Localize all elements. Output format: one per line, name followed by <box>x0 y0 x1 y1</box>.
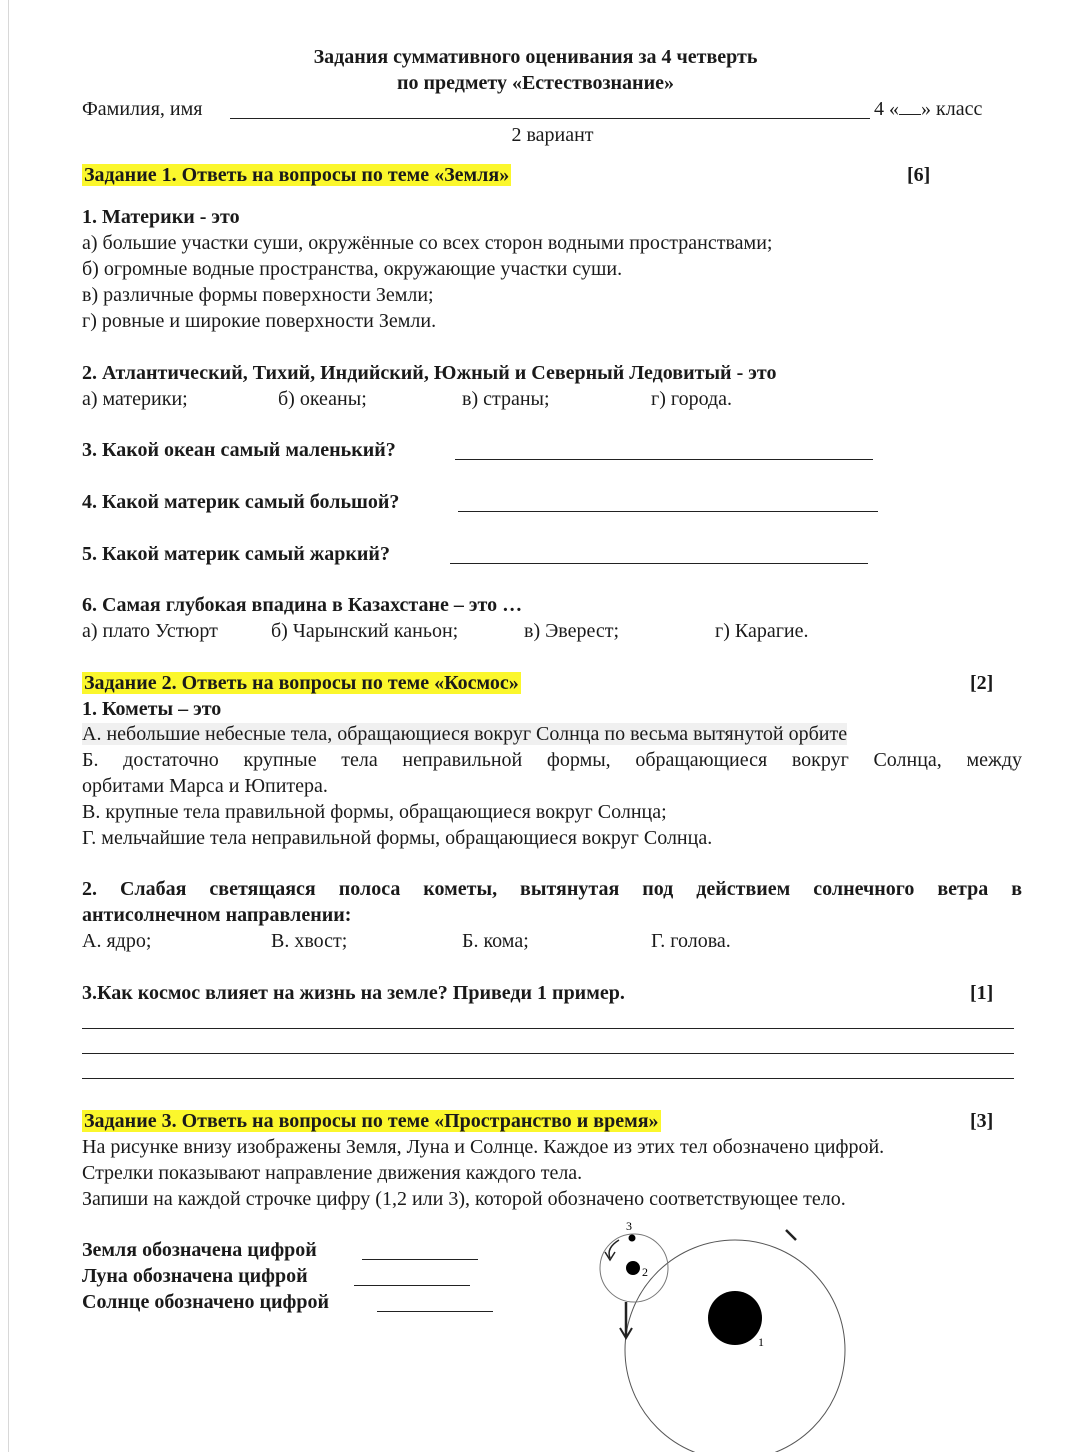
name-label: Фамилия, имя <box>82 98 203 120</box>
sun-label: Солнце обозначено цифрой <box>82 1291 330 1313</box>
sun-body <box>708 1291 762 1345</box>
t2-q2-option-4: Г. голова. <box>651 930 731 952</box>
task3-points: [3] <box>970 1110 994 1132</box>
t1-q1-option-b: б) огромные водные пространства, окружающие участки суши. <box>82 258 623 280</box>
task1-heading: Задание 1. Ответь на вопросы по теме «Земля» <box>84 164 510 186</box>
title-line-2: по предмету «Естествознание» <box>397 72 674 94</box>
t1-q2-question: 2. Атлантический, Тихий, Индийский, Южный и Северный Ледовитый - это <box>82 362 777 384</box>
t1-q6-option-a: а) плато Устюрт <box>82 620 218 642</box>
t1-q5-question: 5. Какой материк самый жаркий? <box>82 543 390 565</box>
name-input-line[interactable] <box>230 118 870 119</box>
moon-body <box>629 1235 636 1242</box>
t1-q5-answer-line[interactable] <box>450 563 868 564</box>
earth-orbit-arrow-top <box>786 1230 796 1240</box>
t1-q6-option-b: б) Чарынский каньон; <box>271 620 459 642</box>
sun-answer-line[interactable] <box>377 1311 493 1312</box>
earth-body <box>626 1261 640 1275</box>
t2-q2-option-2: В. хвост; <box>271 930 348 952</box>
sun-number: 1 <box>758 1335 764 1349</box>
t1-q6-option-d: г) Карагие. <box>715 620 809 642</box>
task3-text-line-1: На рисунке внизу изображены Земля, Луна и Солнце. Каждое из этих тел обозначено цифрой. <box>82 1136 885 1158</box>
t1-q2-option-a: а) материки; <box>82 388 188 410</box>
t1-q4-answer-line[interactable] <box>458 511 878 512</box>
task1-points: [6] <box>907 164 931 186</box>
t1-q3-answer-line[interactable] <box>455 459 873 460</box>
t2-q3-answer-line-1[interactable] <box>82 1028 1014 1029</box>
t1-q6-option-c: в) Эверест; <box>524 620 620 642</box>
task3-heading: Задание 3. Ответь на вопросы по теме «Пространство и время» <box>84 1110 659 1132</box>
t2-q3-question: 3.Как космос влияет на жизнь на земле? Приведи 1 пример. <box>82 982 625 1004</box>
t1-q4-question: 4. Какой материк самый большой? <box>82 491 400 513</box>
t2-q1-option-a: А. небольшие небесные тела, обращающиеся вокруг Солнца по весьма вытянутой орбите <box>82 723 848 745</box>
orbit-diagram <box>590 1210 890 1452</box>
t1-q2-option-c: в) страны; <box>462 388 550 410</box>
t2-q1-option-c: В. крупные тела правильной формы, обращающиеся вокруг Солнца; <box>82 801 667 823</box>
t2-q2-question-line1: 2. Слабая светящаяся полоса кометы, вытянутая под действием солнечного ветра в <box>82 878 1022 900</box>
t1-q3-question: 3. Какой океан самый маленький? <box>82 439 396 461</box>
t1-q2-option-b: б) океаны; <box>278 388 367 410</box>
task2-heading: Задание 2. Ответь на вопросы по теме «Космос» <box>84 672 519 694</box>
moon-label: Луна обозначена цифрой <box>82 1265 308 1287</box>
earth-label: Земля обозначена цифрой <box>82 1239 317 1261</box>
t2-q3-points: [1] <box>970 982 994 1004</box>
t2-q1-option-d: Г. мельчайшие тела неправильной формы, обращающиеся вокруг Солнца. <box>82 827 713 849</box>
moon-answer-line[interactable] <box>354 1285 470 1286</box>
earth-number: 2 <box>642 1265 648 1279</box>
earth-orbit <box>625 1240 845 1452</box>
earth-answer-line[interactable] <box>362 1259 478 1260</box>
t1-q1-option-d: г) ровные и широкие поверхности Земли. <box>82 310 437 332</box>
class-input-line[interactable] <box>899 96 921 115</box>
task3-text-line-3: Запиши на каждой строчке цифру (1,2 или 3), которой обозначено соответствующее тело. <box>82 1188 846 1210</box>
t2-q2-option-3: Б. кома; <box>462 930 529 952</box>
t1-q1-option-c: в) различные формы поверхности Земли; <box>82 284 434 306</box>
t2-q3-answer-line-2[interactable] <box>82 1053 1014 1054</box>
t2-q1-option-b-line2: орбитами Марса и Юпитера. <box>82 775 328 797</box>
t1-q6-question: 6. Самая глубокая впадина в Казахстане – это … <box>82 594 523 616</box>
task2-points: [2] <box>970 672 994 694</box>
t2-q1-option-b-line1: Б. достаточно крупные тела неправильной формы, обращающиеся вокруг Солнца, между <box>82 749 1022 771</box>
variant-label: 2 вариант <box>511 124 594 146</box>
t2-q2-question-line2: антисолнечном направлении: <box>82 904 352 926</box>
t1-q2-option-d: г) города. <box>651 388 733 410</box>
class-label: 4 « » класс <box>874 98 983 120</box>
page-edge <box>8 0 9 1452</box>
t2-q2-option-1: А. ядро; <box>82 930 152 952</box>
t2-q1-question: 1. Кометы – это <box>82 698 222 720</box>
task3-text-line-2: Стрелки показывают направление движения каждого тела. <box>82 1162 583 1184</box>
t1-q1-question: 1. Материки - это <box>82 206 240 228</box>
t1-q1-option-a: а) большие участки суши, окружённые со всех сторон водными пространствами; <box>82 232 773 254</box>
moon-number: 3 <box>626 1219 632 1233</box>
title-line-1: Задания суммативного оценивания за 4 четверть <box>313 46 758 68</box>
t2-q3-answer-line-3[interactable] <box>82 1078 1014 1079</box>
